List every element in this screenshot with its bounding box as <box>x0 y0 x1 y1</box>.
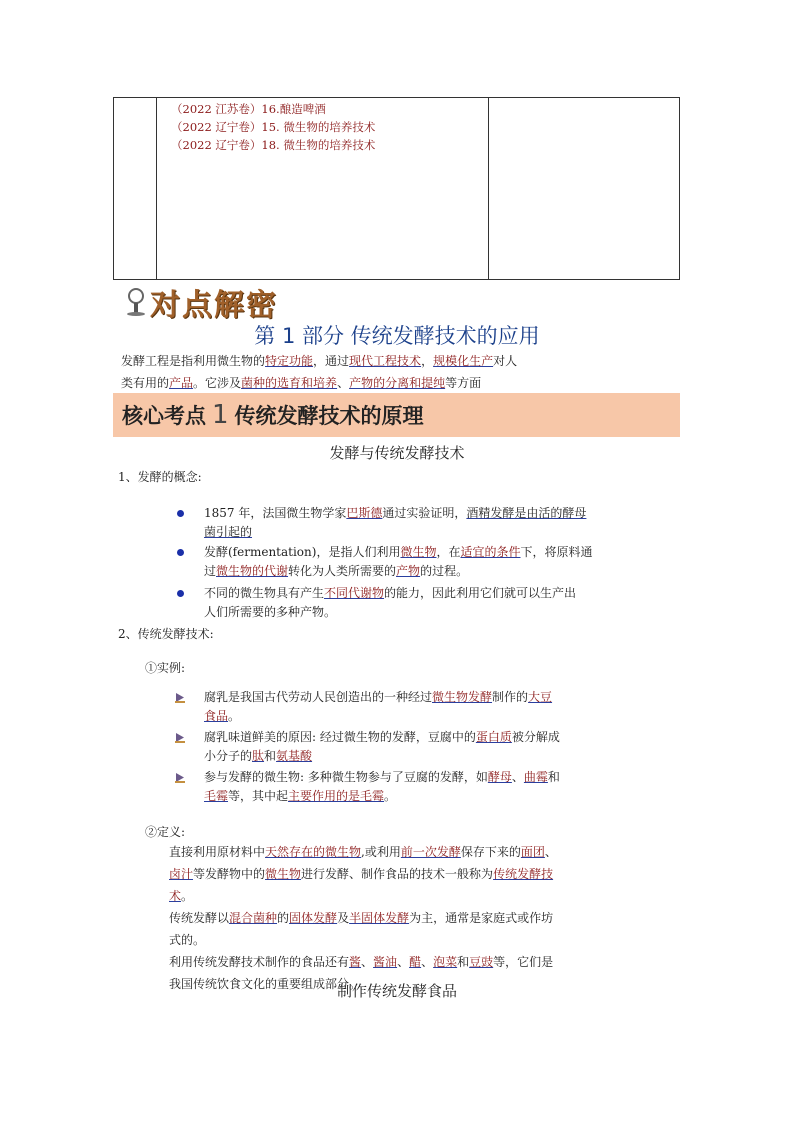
list-item: 腐乳味道鲜美的原因: 经过微生物的发酵，豆腐中的蛋白质被分解成 小分子的肽和氨基酸 <box>204 730 560 763</box>
example-label: ①实例: <box>145 661 186 675</box>
list-item: 腐乳是我国古代劳动人民创造出的一种经过微生物发酵制作的大豆 食品。 <box>204 690 553 723</box>
core-topic-heading: 核心考点 1 传统发酵技术的原理 <box>122 400 424 430</box>
banner-title: 对点解密 <box>150 288 278 323</box>
list-item: 1857 年，法国微生物学家巴斯德通过实验证明，酒精发酵是由活的酵母 菌引起的 <box>204 506 587 539</box>
section-title: 发酵与传统发酵技术 <box>329 444 465 462</box>
heading-concept: 1、发酵的概念: <box>118 470 202 484</box>
bullet-dot-icon <box>177 590 184 597</box>
ref-item: （2022 江苏卷）16.酿造啤酒 <box>171 102 326 116</box>
bullet-dot-icon <box>177 549 184 556</box>
section-title: 制作传统发酵食品 <box>336 982 457 1000</box>
table-cell-refs <box>157 98 489 280</box>
ref-item: （2022 辽宁卷）18. 微生物的培养技术 <box>171 138 376 152</box>
definition-paragraph: 直接利用原材料中天然存在的微生物,或利用前一次发酵保存下来的面团、 卤汁等发酵物中的微生物进行发酵、制作食品的技术一般称为传统发酵技 术。 传统发酵以混合菌种的固体发酵及半固体发酵为主，通常是家庭式或作坊 式的。 利用传统发酵技术制作的食品还有酱、酱油、醋、泡菜和豆豉等，它们是 我国传统饮食文化的重要组成部分。 <box>169 845 557 991</box>
list-item: 发酵(fermentation)，是指人们利用微生物，在适宜的条件下，将原料通 过微生物的代谢转化为人类所需要的产物的过程。 <box>204 545 593 578</box>
arrow-bullet-icon <box>175 692 185 703</box>
ref-item: （2022 辽宁卷）15. 微生物的培养技术 <box>171 120 376 134</box>
intro-paragraph: 发酵工程是指利用微生物的特定功能，通过现代工程技术，规模化生产对人 类有用的产品。它涉及菌种的选育和培养、产物的分离和提纯等方面 <box>121 354 518 390</box>
list-item: 参与发酵的微生物: 多种微生物参与了豆腐的发酵，如酵母、曲霉和 毛霉等，其中起主要作用的是毛霉。 <box>204 770 560 803</box>
part-title: 第 1 部分 传统发酵技术的应用 <box>254 324 540 348</box>
list-item: 不同的微生物具有产生不同代谢物的能力，因此利用它们就可以生产出 人们所需要的多种产物。 <box>204 586 577 619</box>
arrow-bullet-icon <box>175 772 185 783</box>
magnifier-icon <box>122 286 150 316</box>
heading-traditional: 2、传统发酵技术: <box>118 627 214 641</box>
reference-table <box>113 97 680 280</box>
table-cell-empty <box>114 98 157 280</box>
arrow-bullet-icon <box>175 732 185 743</box>
bullet-dot-icon <box>177 510 184 517</box>
table-cell-empty <box>489 98 680 280</box>
definition-label: ②定义: <box>145 825 186 839</box>
